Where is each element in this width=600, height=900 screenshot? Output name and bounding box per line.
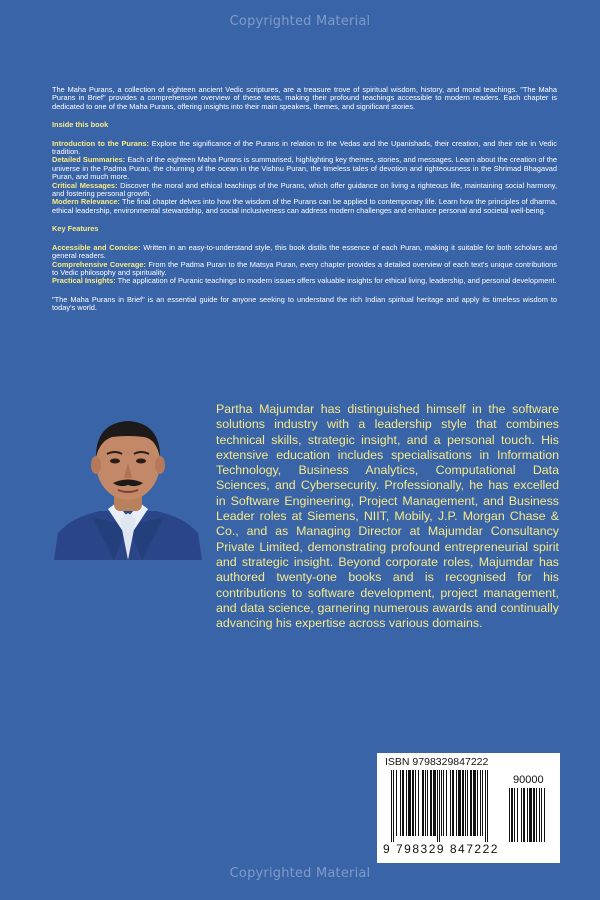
barcode-bar [544, 788, 545, 842]
barcode-bar [514, 788, 515, 842]
feature-item-text: From the Padma Puran to the Matsya Puran, every chapter provides a detailed overview of each text's unique contributions to Vedic philosophy and spirituality. [52, 259, 557, 277]
inside-item-text: Each of the eighteen Maha Purans is summarised, highlighting key themes, stories, and messages. Learn about the creation of the universe in the Padma Puran, the churning of the ocean in the Vishnu Puran, the timeless tales of devotion and righteousness in the Shrimad Bhagavad Puran, and much more. [52, 155, 557, 182]
inside-item-text: Discover the moral and ethical teachings of the Purans, which offer guidance on living a righteous life, maintaining social harmony, and fostering personal growth. [52, 180, 557, 199]
barcode-bar [393, 770, 394, 842]
inside-item-text: The final chapter delves into how the wisdom of the Purans can be applied to contemporary life. Learn how the principles of dharma, ethical leadership, environmental stewardship, and social inclusiveness can address modern challenges and enhance personal and societal well-being. [52, 197, 557, 215]
closing-paragraph: "The Maha Purans in Brief" is an essential guide for anyone seeking to understand the rich Indian spiritual heritage and apply its timeless wisdom to today's world. [52, 294, 557, 313]
feature-item-label: Practical Insights: [52, 276, 116, 286]
barcode-bar [509, 788, 510, 842]
barcode-bar [536, 788, 537, 842]
barcode-bar [541, 788, 542, 842]
barcode-bar [456, 770, 457, 836]
barcode-bar [450, 770, 451, 836]
barcode-bar [400, 770, 401, 836]
barcode-panel [377, 753, 560, 863]
feature-item [52, 244, 557, 261]
watermark-bottom: Copyrighted Material [229, 866, 371, 881]
isbn-label: ISBN 9798329847222 [385, 756, 489, 768]
barcode-bar [521, 788, 522, 842]
barcode-bar [422, 770, 424, 836]
barcode-bar [487, 770, 488, 842]
feature-item-label: Accessible and Concise: [52, 242, 141, 252]
barcode-bar [533, 788, 535, 842]
barcode-bar [412, 770, 414, 836]
author-portrait-illustration [52, 405, 204, 560]
barcode-bar [473, 770, 476, 836]
inside-item [52, 140, 557, 157]
intro-paragraph: The Maha Purans, a collection of eighteen ancient Vedic scriptures, are a treasure trove of spiritual wisdom, history, and moral teachings. "The Maha Purans in Brief" provides a comprehensive overview of these texts, making their profound teachings accessible to modern readers. Each chapter is dedicated to one of the Maha Purans, offering insights into their main speakers, themes, and significant stories. [52, 85, 557, 111]
barcode-bar [485, 770, 486, 842]
author-photo [52, 405, 204, 560]
isbn-barcode-bars [391, 770, 503, 842]
barcode-bar [539, 788, 540, 842]
barcode-bar [467, 770, 468, 836]
barcode-bar [452, 770, 454, 836]
author-bio: Partha Majumdar has distinguished himself in the software solutions industry with a leadership style that combines technical skills, strategic insight, and a personal touch. His extensive education includes specialisations in Information Technology, Business Analytics, Computational Data Sciences, and Cybersecurity. Professionally, he has excelled in Software Engineering, Project Management, and Business Leader roles at Siemens, NIIT, Mobily, J.P. Morgan Chase & Co., and as Managing Director at Majumdar Consultancy Private Limited, demonstrating profound entrepreneurial spirit and strategic insight. Beyond corporate roles, Majumdar has authored twenty-one books and is recognised for his contributions to software development, project management, and data science, garnering numerous awards and continually advancing his expertise across various domains. [216, 402, 559, 631]
barcode-bar [511, 788, 513, 842]
inside-item-label: Modern Relevance: [52, 197, 120, 207]
barcode-bar [529, 788, 532, 842]
barcode-bar [427, 770, 428, 836]
feature-item [52, 261, 557, 278]
feature-item [52, 277, 557, 285]
feature-item-text: The application of Puranic teachings to modern issues offers valuable insights for ethical living, leadership, and personal development. [115, 276, 557, 286]
barcode-bar [408, 770, 411, 836]
barcode-bar [446, 770, 447, 836]
inside-item [52, 198, 557, 215]
barcode-bar [523, 788, 525, 842]
barcode-bar [480, 770, 481, 836]
price-barcode-bars [509, 788, 549, 842]
barcode-bar [527, 788, 528, 842]
barcode-bar [430, 770, 432, 836]
barcode-bar [465, 770, 466, 836]
barcode-bar [433, 770, 436, 836]
feature-item-text: Written in an easy-to-understand style, this book distils the essence of each Puran, making it suitable for both scholars and general readers. [52, 242, 557, 261]
isbn-digits: 9 798329 847222 [383, 842, 499, 856]
inside-item [52, 156, 557, 181]
barcode-bar [415, 770, 416, 836]
book-description [52, 86, 557, 313]
barcode-bar [396, 770, 397, 836]
barcode-bar [462, 770, 464, 836]
feature-item-label: Comprehensive Coverage: [52, 259, 146, 269]
inside-item-label: Critical Messages: [52, 180, 118, 190]
barcode-bar [402, 770, 404, 836]
inside-item [52, 182, 557, 199]
barcode-bar [470, 770, 472, 836]
barcode-bar [425, 770, 426, 836]
barcode-bar [439, 770, 440, 842]
inside-heading: Inside this book [52, 120, 109, 130]
features-heading: Key Features [52, 224, 99, 234]
barcode-bar [482, 770, 483, 836]
barcode-bar [443, 770, 444, 836]
barcode-bar [437, 770, 438, 842]
barcode-bar [391, 770, 392, 842]
inside-item-label: Introduction to the Purans: [52, 138, 149, 148]
barcode-bar [517, 788, 518, 842]
barcode-bar [441, 770, 442, 836]
inside-item-label: Detailed Summaries: [52, 155, 126, 165]
barcode-bar [477, 770, 478, 836]
barcode-bar [418, 770, 419, 836]
watermark-top: Copyrighted Material [229, 14, 371, 29]
inside-item-text: Explore the significance of the Purans in relation to the Vedas and the Upanishads, their creation, and their role in Vedic tradition. [52, 138, 557, 157]
price-code: 90000 [513, 774, 544, 786]
barcode-bar [406, 770, 407, 836]
barcode-bar [458, 770, 461, 836]
